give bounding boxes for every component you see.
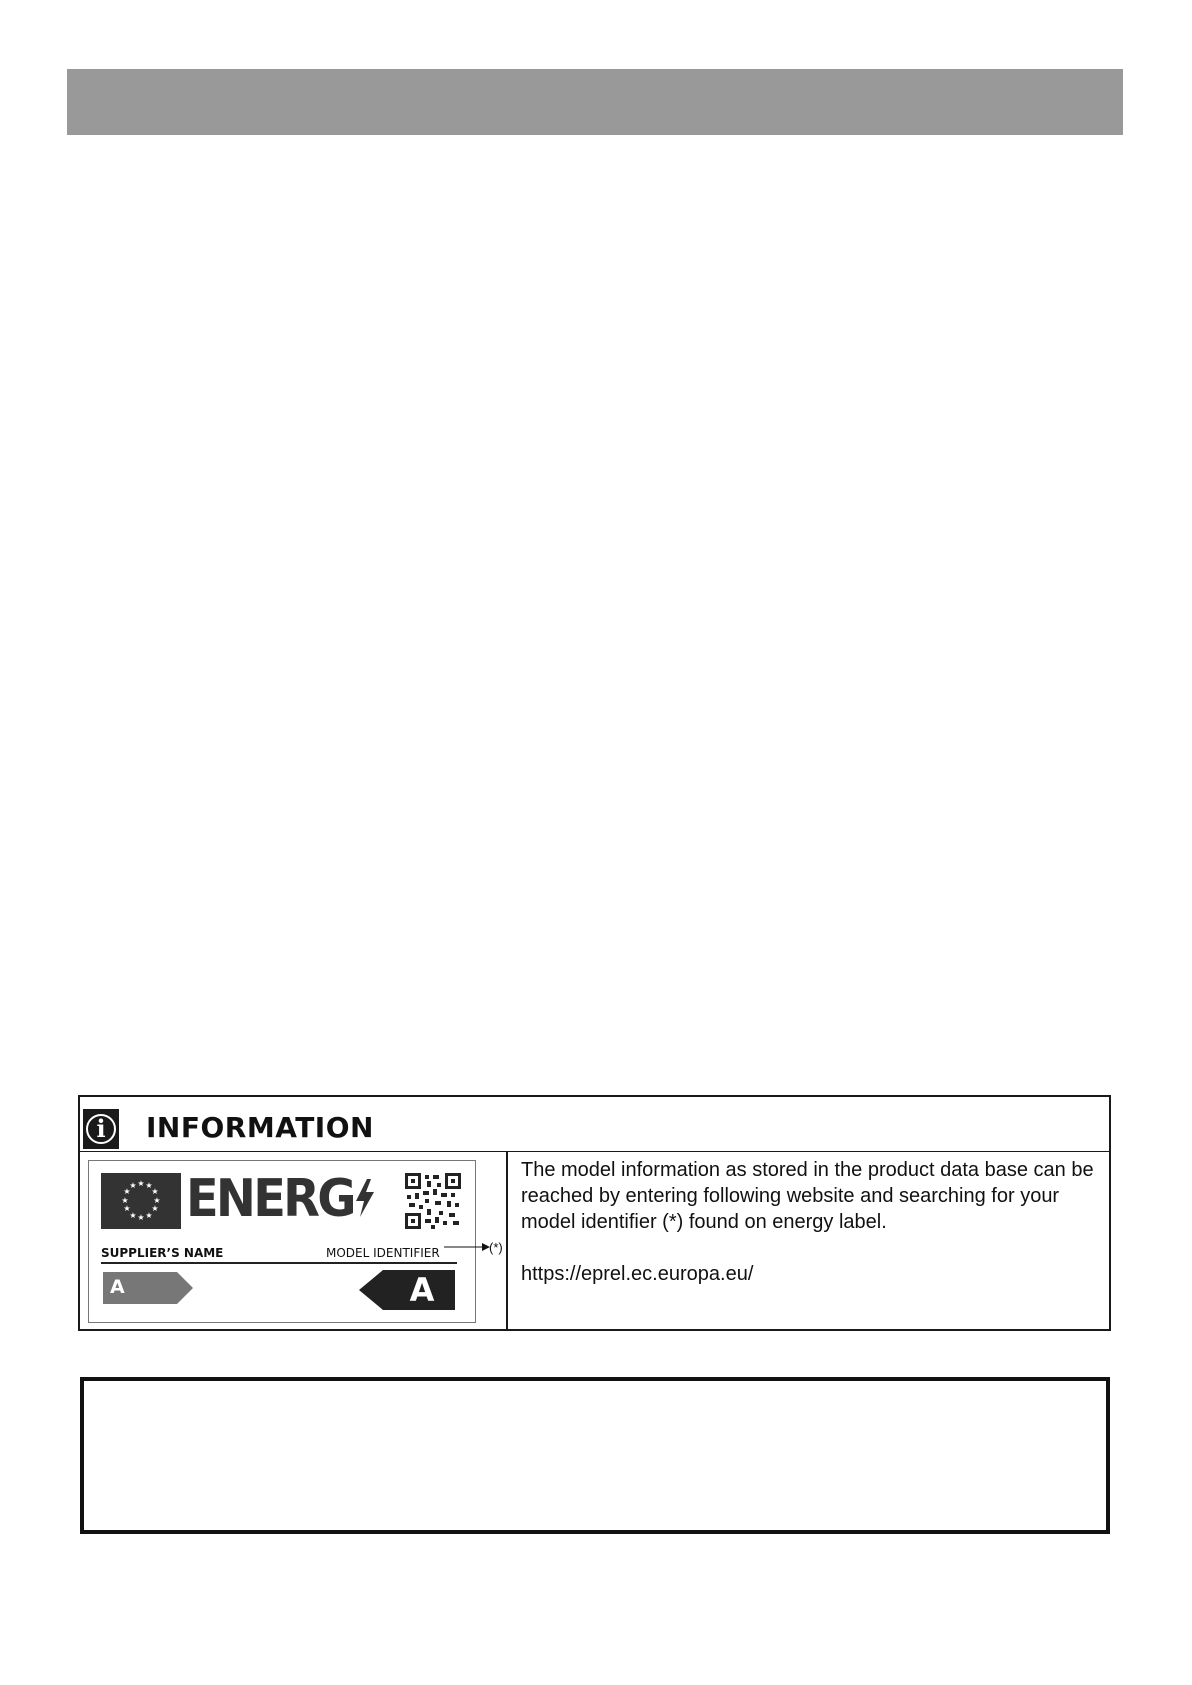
eu-star: ★ xyxy=(123,1187,131,1196)
energy-wordmark: ENERG xyxy=(186,1169,354,1229)
information-description: The model information as stored in the product data base can be reached by entering following website and searching for your model identifier (*) found on energy label. xyxy=(521,1159,1094,1233)
product-energy-grade: A xyxy=(409,1271,435,1309)
supplier-name-label: SUPPLIER’S NAME xyxy=(101,1246,224,1260)
eu-star: ★ xyxy=(129,1181,137,1190)
empty-bordered-box xyxy=(80,1377,1110,1534)
eu-star: ★ xyxy=(153,1196,161,1205)
eu-star: ★ xyxy=(145,1211,153,1220)
info-icon xyxy=(83,1109,119,1149)
eu-star: ★ xyxy=(123,1204,131,1213)
eprel-website-link[interactable]: https://eprel.ec.europa.eu/ xyxy=(521,1263,754,1285)
eu-stars-circle xyxy=(101,1173,181,1229)
lightning-bolt-icon xyxy=(356,1179,374,1217)
eu-star: ★ xyxy=(151,1187,159,1196)
information-box xyxy=(78,1095,1111,1331)
eu-star: ★ xyxy=(137,1179,145,1188)
qr-code-icon xyxy=(405,1173,461,1229)
asterisk-marker: (*) xyxy=(489,1240,503,1255)
info-icon-glyph: i xyxy=(96,1114,106,1143)
information-title: INFORMATION xyxy=(146,1111,374,1144)
label-divider xyxy=(101,1262,457,1264)
eu-flag-icon xyxy=(101,1173,181,1229)
column-divider xyxy=(506,1152,508,1331)
eu-star: ★ xyxy=(151,1204,159,1213)
eu-star: ★ xyxy=(137,1213,145,1222)
eu-star: ★ xyxy=(145,1181,153,1190)
energy-scale-grade: A xyxy=(110,1276,125,1298)
eu-star: ★ xyxy=(121,1196,129,1205)
header-bar xyxy=(67,69,1123,135)
information-header xyxy=(80,1097,1109,1152)
eu-star: ★ xyxy=(129,1211,137,1220)
model-identifier-arrow-icon xyxy=(444,1242,490,1252)
energy-label-illustration xyxy=(88,1160,476,1323)
model-identifier-label: MODEL IDENTIFIER xyxy=(326,1246,440,1260)
